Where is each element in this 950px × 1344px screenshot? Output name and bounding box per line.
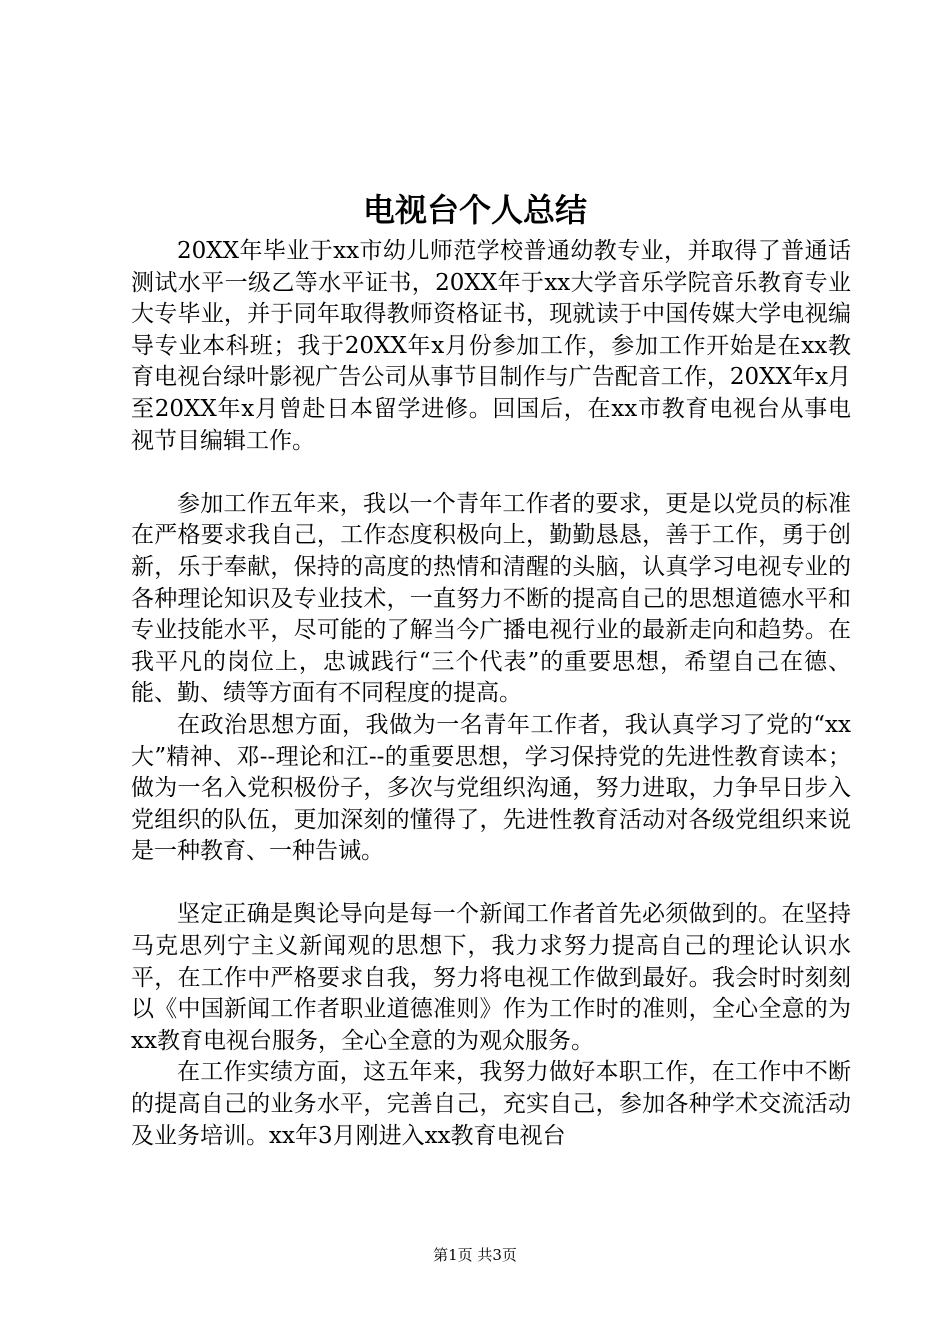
page-number-footer: 第1页 共3页	[433, 1246, 517, 1264]
paragraph-political-thought: 在政治思想方面，我做为一名青年工作者，我认真学习了党的“xx大”精神、邓--理论和江--的重要思想，学习保持党的先进性教育读本；做为一名入党积极份子，多次与党组织沟通，努力进取，力争早日步入党组织的队伍，更加深刻的懂得了，先进性教育活动对各级党组织来说是一种教育、一种告诫。	[131, 711, 851, 865]
paragraph-work-achievements: 在工作实绩方面，这五年来，我努力做好本职工作，在工作中不断的提高自己的业务水平，完善自己，充实自己，参加各种学术交流活动及业务培训。xx年3月刚进入xx教育电视台	[131, 1059, 851, 1149]
paragraph-work-attitude: 参加工作五年来，我以一个青年工作者的要求，更是以党员的标准在严格要求我自己，工作态度积极向上，勤勤恳恳，善于工作，勇于创新，乐于奉献，保持的高度的热情和清醒的头脑，认真学习电视专业的各种理论知识及专业技术，一直努力不断的提高自己的思想道德水平和专业技能水平，尽可能的了解当今广播电视行业的最新走向和趋势。在我平凡的岗位上，忠诚践行“三个代表”的重要思想，希望自己在德、能、勤、绩等方面有不同程度的提高。	[131, 490, 851, 707]
document-title: 电视台个人总结	[362, 191, 587, 229]
paragraph-public-opinion: 坚定正确是舆论导向是每一个新闻工作者首先必须做到的。在坚持马克思列宁主义新闻观的思想下，我力求努力提高自己的理论认识水平，在工作中严格要求自我，努力将电视工作做到最好。我会时时刻刻以《中国新闻工作者职业道德准则》作为工作时的准则，全心全意的为xx教育电视台服务，全心全意的为观众服务。	[131, 901, 851, 1054]
paragraph-background: 20XX年毕业于xx市幼儿师范学校普通幼教专业，并取得了普通话测试水平一级乙等水平证书，20XX年于xx大学音乐学院音乐教育专业大专毕业，并于同年取得教师资格证书，现就读于中国传媒大学电视编导专业本科班；我于20XX年x月份参加工作，参加工作开始是在xx教育电视台绿叶影视广告公司从事节目制作与广告配音工作，20XX年x月至20XX年x月曾赴日本留学进修。回国后，在xx市教育电视台从事电视节目编辑工作。	[131, 238, 851, 454]
document-body	[131, 236, 851, 1152]
